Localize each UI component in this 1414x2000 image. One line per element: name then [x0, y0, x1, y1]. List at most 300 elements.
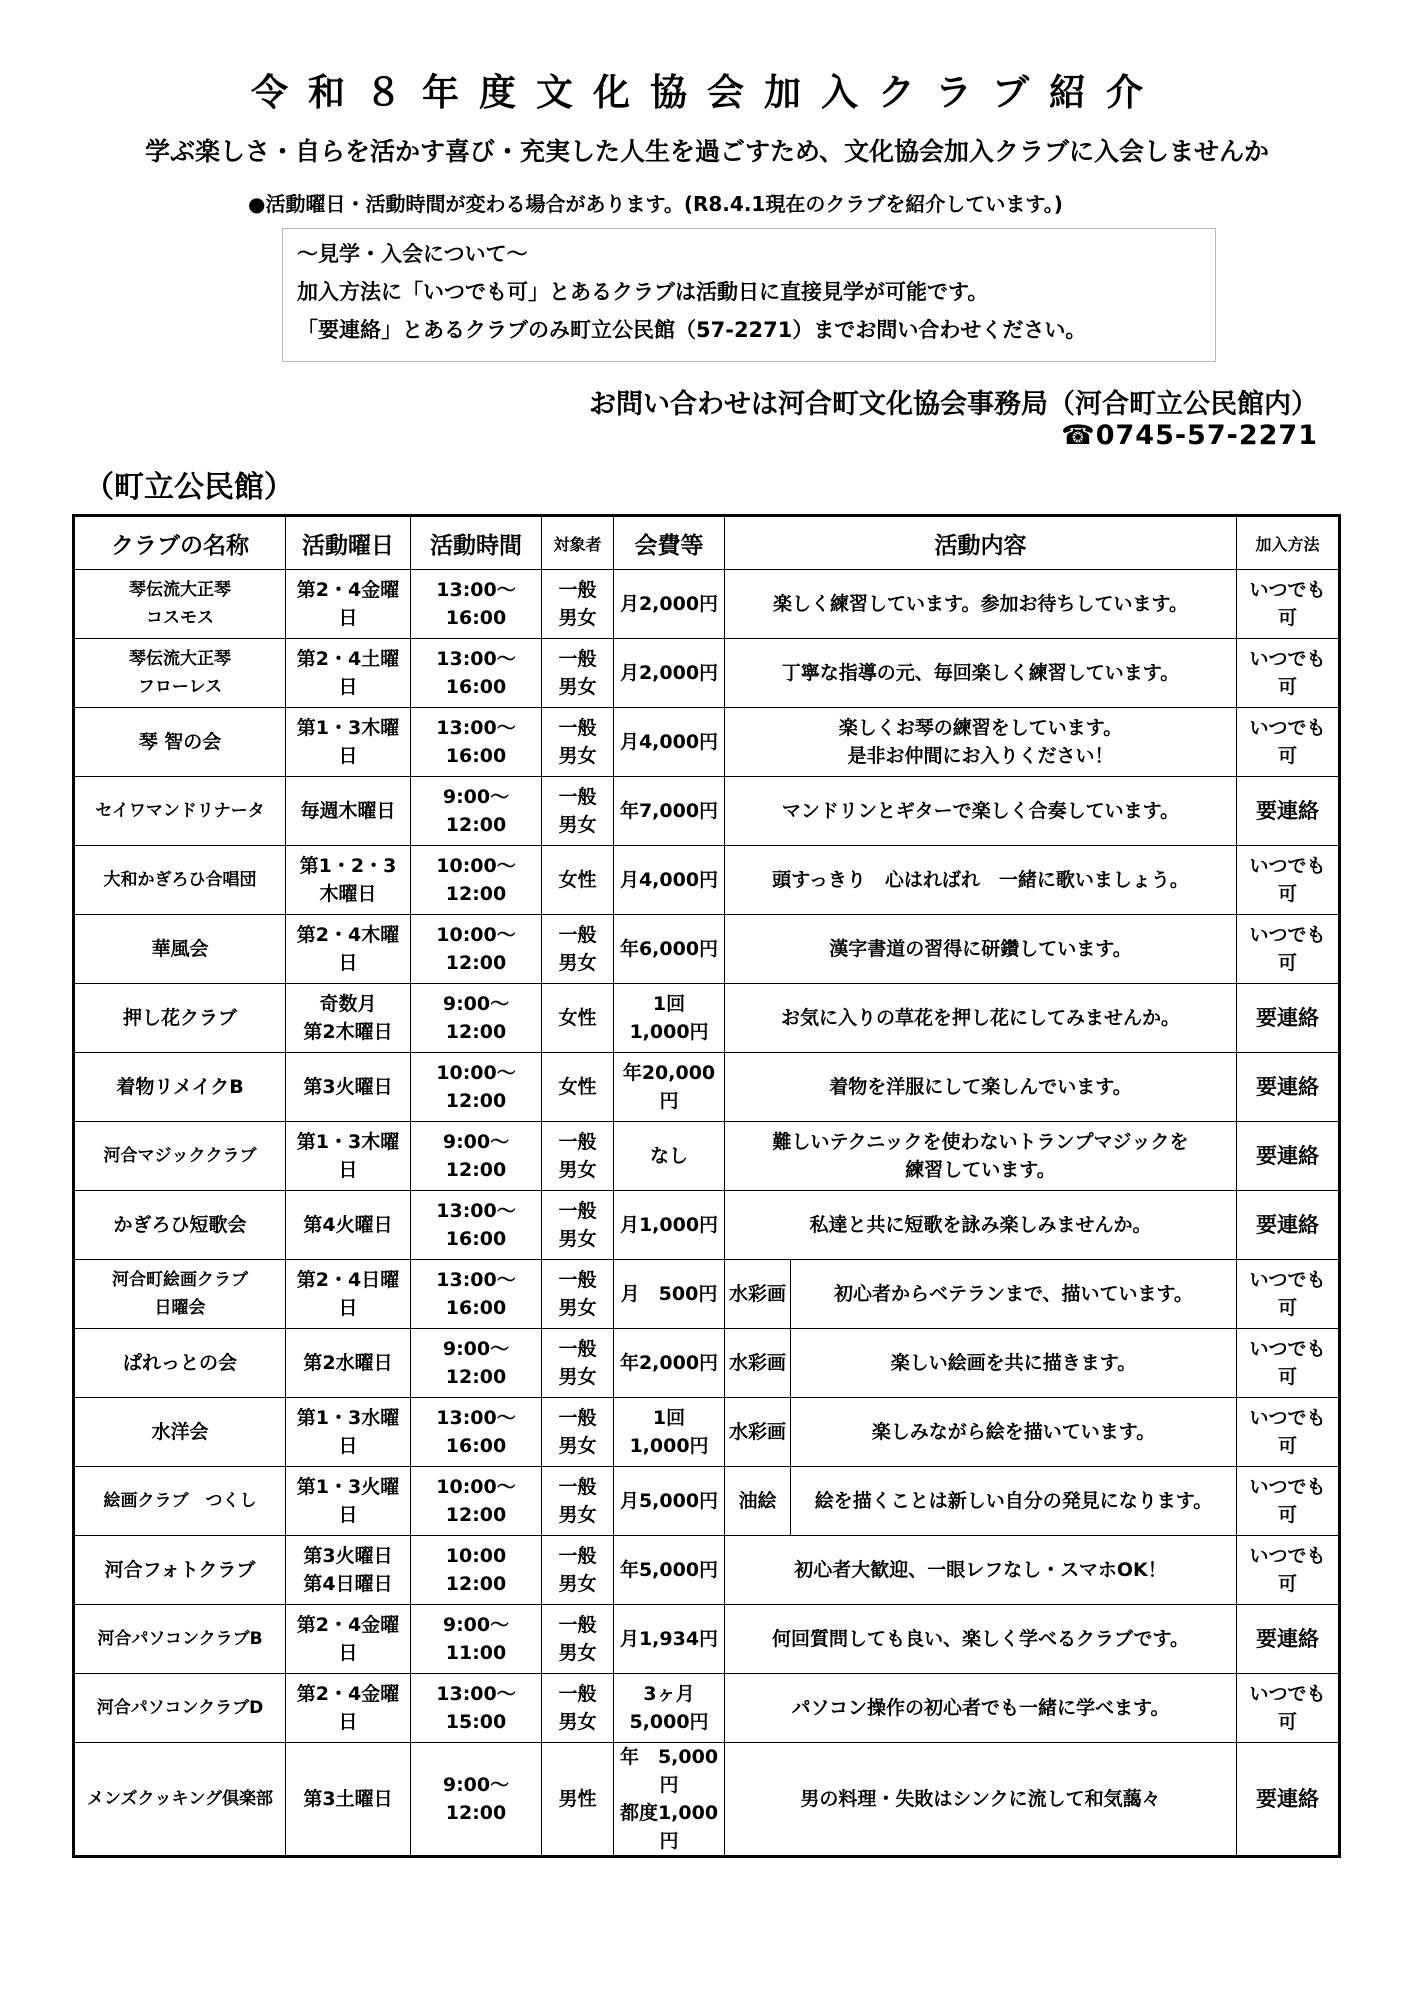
visit-info-line: 加入方法に「いつでも可」とあるクラブは活動日に直接見学が可能です。 [297, 280, 989, 304]
club-join-method [1237, 1674, 1340, 1743]
club-target [542, 1053, 614, 1122]
club-target-text: 男女 [558, 1711, 597, 1733]
club-time-text: 9:00～ [442, 1774, 510, 1796]
club-join-method-text: 要連絡 [1256, 1006, 1319, 1030]
club-time-text: 9:00～ [442, 993, 510, 1015]
club-fee [614, 1398, 725, 1467]
club-row [74, 1467, 1340, 1536]
club-content [725, 1053, 1237, 1122]
club-name [74, 984, 286, 1053]
club-fee-text: なし [649, 1145, 688, 1167]
club-target [542, 1260, 614, 1329]
club-day-text: 第1・3水曜日 [296, 1407, 400, 1457]
club-fee-text: 月2,000円 [619, 662, 719, 684]
club-fee-text: 1回 1,000円 [629, 1407, 709, 1457]
club-time-text: 13:00～ [436, 1200, 516, 1222]
club-target-text: 一般 [558, 648, 597, 670]
club-target-text: 一般 [558, 1338, 597, 1360]
club-join-method [1237, 984, 1340, 1053]
club-day-text: 第2・4土曜日 [296, 648, 400, 698]
club-name [74, 1467, 286, 1536]
club-name [74, 1329, 286, 1398]
club-name [74, 1053, 286, 1122]
club-day-text: 第2・4金曜日 [296, 579, 400, 629]
club-name [74, 1536, 286, 1605]
club-name-text: 河合パソコンクラブD [96, 1698, 264, 1718]
club-fee-text: 年6,000円 [619, 938, 719, 960]
club-target-text: 一般 [558, 924, 597, 946]
club-join-method-text: いつでも可 [1249, 717, 1326, 767]
club-time-text: 10:00 [445, 1545, 507, 1567]
club-time [411, 1398, 542, 1467]
club-join-method [1237, 1536, 1340, 1605]
club-time-text: 10:00～ [436, 1062, 516, 1084]
club-fee-text: 年 5,000円 [619, 1746, 719, 1796]
club-join-method-text: いつでも可 [1249, 1683, 1326, 1733]
contact-info: お問い合わせは河合町文化協会事務局（河合町立公民館内） [589, 389, 1318, 420]
club-join-method [1237, 1053, 1340, 1122]
club-content-text: 頭すっきり 心はればれ 一緒に歌いましょう。 [772, 869, 1189, 891]
club-time [411, 846, 542, 915]
club-fee-text: 月4,000円 [619, 731, 719, 753]
club-target-text: 一般 [558, 1614, 597, 1636]
club-target-text: 男女 [558, 607, 597, 629]
club-row [74, 1122, 1340, 1191]
club-time [411, 984, 542, 1053]
club-time-text: 10:00～ [436, 924, 516, 946]
club-time-text: 12:00 [445, 1504, 507, 1526]
club-target [542, 1605, 614, 1674]
club-time-text: 12:00 [445, 1159, 507, 1181]
club-day [286, 846, 411, 915]
club-name-text: 河合フォトクラブ [104, 1559, 256, 1581]
club-day [286, 708, 411, 777]
club-name [74, 1122, 286, 1191]
club-target-text: 男女 [558, 1573, 597, 1595]
club-time-text: 16:00 [445, 676, 507, 698]
club-content-text: 楽しくお琴の練習をしています。 [838, 717, 1123, 739]
club-name [74, 570, 286, 639]
club-content [725, 846, 1237, 915]
club-time [411, 915, 542, 984]
club-time-text: 16:00 [445, 1228, 507, 1250]
club-name [74, 777, 286, 846]
club-target-text: 女性 [558, 1007, 597, 1029]
club-target-text: 一般 [558, 579, 597, 601]
club-name-text: 水洋会 [151, 1421, 209, 1443]
club-target-text: 一般 [558, 717, 597, 739]
club-day-text: 木曜日 [319, 883, 377, 905]
club-fee-text: 年7,000円 [619, 800, 719, 822]
club-time-text: 9:00～ [442, 786, 510, 808]
club-fee [614, 846, 725, 915]
club-target-text: 男女 [558, 745, 597, 767]
club-target [542, 777, 614, 846]
club-day [286, 570, 411, 639]
club-target [542, 1191, 614, 1260]
club-join-method-text: いつでも可 [1249, 1269, 1326, 1319]
club-fee-text: 月 500円 [620, 1283, 718, 1305]
club-join-method-text: いつでも可 [1249, 1545, 1326, 1595]
club-target-text: 一般 [558, 786, 597, 808]
club-join-method-text: いつでも可 [1249, 1476, 1326, 1526]
club-day [286, 1191, 411, 1260]
club-day-text: 第4火曜日 [303, 1214, 393, 1236]
club-target-text: 男女 [558, 676, 597, 698]
club-fee [614, 1191, 725, 1260]
club-target-text: 一般 [558, 1476, 597, 1498]
club-day-text: 毎週木曜日 [300, 800, 396, 822]
club-time-text: 9:00～ [442, 1131, 510, 1153]
club-time [411, 1191, 542, 1260]
club-join-method [1237, 846, 1340, 915]
club-name-text: かぎろひ短歌会 [113, 1214, 247, 1236]
club-name-text: コスモス [146, 608, 214, 628]
club-name [74, 1674, 286, 1743]
club-row [74, 1260, 1340, 1329]
club-name-text: フローレス [137, 677, 223, 697]
club-content [725, 1605, 1237, 1674]
club-day-text: 第2木曜日 [303, 1021, 393, 1043]
club-join-method [1237, 1260, 1340, 1329]
club-content-text: マンドリンとギターで楽しく合奏しています。 [781, 800, 1180, 822]
club-content [725, 1191, 1237, 1260]
club-content [791, 1329, 1237, 1398]
club-join-method-text: 要連絡 [1256, 1144, 1319, 1168]
club-target [542, 708, 614, 777]
club-target-text: 男女 [558, 814, 597, 836]
club-time-text: 15:00 [445, 1711, 507, 1733]
club-target-text: 一般 [558, 1131, 597, 1153]
club-content-text: 私達と共に短歌を詠み楽しみませんか。 [809, 1214, 1152, 1236]
club-medium-text: 水彩画 [729, 1352, 787, 1374]
club-target [542, 639, 614, 708]
club-name-text: 琴伝流大正琴 [129, 649, 231, 669]
club-row [74, 915, 1340, 984]
club-content-text: 練習しています。 [905, 1159, 1056, 1181]
club-table-body [74, 570, 1340, 1857]
club-day-text: 第2・4日曜日 [296, 1269, 400, 1319]
contact-phone: ☎0745-57-2271 [1061, 420, 1318, 451]
club-time [411, 1053, 542, 1122]
club-time [411, 1674, 542, 1743]
club-row [74, 1053, 1340, 1122]
club-table [72, 514, 1341, 1858]
club-row [74, 1674, 1340, 1743]
table-header-row [74, 516, 1340, 570]
club-name-text: 絵画クラブ つくし [103, 1491, 257, 1511]
club-target [542, 1398, 614, 1467]
club-target-text: 男女 [558, 1159, 597, 1181]
club-day-text: 第1・2・3 [299, 855, 397, 877]
club-fee-text: 3ヶ月 [643, 1683, 695, 1705]
club-fee-text: 年5,000円 [619, 1559, 719, 1581]
club-name-text: 河合町絵画クラブ [112, 1270, 248, 1290]
club-time-text: 10:00～ [436, 855, 516, 877]
club-day [286, 1329, 411, 1398]
club-day-text: 第3火曜日 [303, 1545, 393, 1567]
club-join-method-text: いつでも可 [1249, 648, 1326, 698]
club-time-text: 10:00～ [436, 1476, 516, 1498]
club-day [286, 639, 411, 708]
club-time-text: 12:00 [445, 1090, 507, 1112]
club-time-text: 9:00～ [442, 1338, 510, 1360]
club-day [286, 1053, 411, 1122]
club-fee [614, 777, 725, 846]
club-row [74, 846, 1340, 915]
club-target-text: 男女 [558, 1366, 597, 1388]
club-day-text: 第3土曜日 [303, 1788, 393, 1810]
club-time-text: 16:00 [445, 1297, 507, 1319]
club-row [74, 639, 1340, 708]
club-content [725, 708, 1237, 777]
club-join-method [1237, 708, 1340, 777]
club-join-method [1237, 915, 1340, 984]
club-target [542, 1122, 614, 1191]
club-content-text: 着物を洋服にして楽しんでいます。 [829, 1076, 1132, 1098]
club-time [411, 1122, 542, 1191]
club-join-method [1237, 570, 1340, 639]
club-content [725, 777, 1237, 846]
club-join-method [1237, 1191, 1340, 1260]
club-time [411, 1536, 542, 1605]
club-time [411, 639, 542, 708]
club-target-text: 一般 [558, 1200, 597, 1222]
club-join-method-text: いつでも可 [1249, 1338, 1326, 1388]
club-target [542, 1467, 614, 1536]
club-target-text: 一般 [558, 1545, 597, 1567]
club-time [411, 1467, 542, 1536]
club-time [411, 1743, 542, 1857]
club-fee [614, 570, 725, 639]
club-time [411, 1260, 542, 1329]
club-target [542, 1329, 614, 1398]
header-time: 活動時間 [411, 516, 542, 570]
club-fee [614, 984, 725, 1053]
club-name [74, 915, 286, 984]
club-name-text: 大和かぎろひ合唱団 [103, 870, 257, 890]
notice-text: ●活動曜日・活動時間が変わる場合があります。(R8.4.1現在のクラブを紹介しています。) [248, 192, 1063, 216]
club-name [74, 639, 286, 708]
club-name [74, 1260, 286, 1329]
club-day [286, 1398, 411, 1467]
section-title: （町立公民館） [84, 470, 294, 505]
club-content-text: 楽しく練習しています。参加お待ちしています。 [773, 593, 1188, 615]
club-name-text: 琴 智の会 [138, 731, 222, 753]
club-time [411, 1329, 542, 1398]
club-content-text: お気に入りの草花を押し花にしてみませんか。 [780, 1007, 1180, 1029]
club-fee [614, 1053, 725, 1122]
header-content: 活動内容 [725, 516, 1237, 570]
page-title: 令和８年度文化協会加入クラブ紹介 [251, 71, 1163, 114]
club-name [74, 846, 286, 915]
visit-info-box [282, 228, 1216, 362]
club-time-text: 16:00 [445, 745, 507, 767]
club-name-text: 河合マジッククラブ [103, 1146, 257, 1166]
club-join-method-text: 要連絡 [1256, 1213, 1319, 1237]
club-target-text: 一般 [558, 1683, 597, 1705]
club-content-text: 男の料理・失敗はシンクに流して和気藹々 [800, 1788, 1161, 1810]
club-time-text: 13:00～ [436, 717, 516, 739]
club-medium [725, 1398, 791, 1467]
club-time-text: 13:00～ [436, 648, 516, 670]
club-content-text: パソコン操作の初心者でも一緒に学べます。 [791, 1697, 1170, 1719]
club-day-text: 第1・3木曜日 [296, 717, 400, 767]
club-time-text: 12:00 [445, 883, 507, 905]
club-name-text: ぱれっとの会 [122, 1352, 237, 1374]
club-medium [725, 1329, 791, 1398]
club-content [725, 570, 1237, 639]
club-content [725, 1674, 1237, 1743]
club-day [286, 1605, 411, 1674]
club-medium [725, 1467, 791, 1536]
club-name-text: 日曜会 [154, 1298, 206, 1318]
club-name-text: 押し花クラブ [122, 1007, 237, 1029]
club-fee [614, 1467, 725, 1536]
club-join-method [1237, 1743, 1340, 1857]
club-day [286, 1467, 411, 1536]
club-fee [614, 1743, 725, 1857]
club-name [74, 1605, 286, 1674]
club-join-method [1237, 1398, 1340, 1467]
club-target-text: 男女 [558, 952, 597, 974]
club-day-text: 第4日曜日 [303, 1573, 393, 1595]
club-target-text: 男女 [558, 1642, 597, 1664]
club-name-text: 河合パソコンクラブB [97, 1629, 263, 1649]
club-medium [725, 1260, 791, 1329]
club-name-text: 華風会 [151, 938, 209, 960]
club-target-text: 男女 [558, 1435, 597, 1457]
club-join-method-text: いつでも可 [1249, 579, 1326, 629]
club-fee-text: 月4,000円 [619, 869, 719, 891]
club-fee-text: 月5,000円 [619, 1490, 719, 1512]
club-content [725, 915, 1237, 984]
club-name-text: 琴伝流大正琴 [129, 580, 231, 600]
club-name [74, 1191, 286, 1260]
club-target-text: 男性 [558, 1788, 597, 1810]
header-join: 加入方法 [1237, 516, 1340, 570]
club-content [725, 1122, 1237, 1191]
club-target [542, 1743, 614, 1857]
club-target-text: 女性 [558, 869, 597, 891]
club-target [542, 1674, 614, 1743]
club-day [286, 1122, 411, 1191]
club-content-text: 初心者大歓迎、一眼レフなし・スマホOK！ [794, 1559, 1167, 1581]
club-day-text: 第1・3木曜日 [296, 1131, 400, 1181]
visit-info-line: 「要連絡」とあるクラブのみ町立公民館（57-2271）までお問い合わせください。 [297, 318, 1087, 342]
club-target-text: 男女 [558, 1228, 597, 1250]
club-row [74, 1329, 1340, 1398]
header-day: 活動曜日 [286, 516, 411, 570]
club-target-text: 男女 [558, 1504, 597, 1526]
club-target-text: 一般 [558, 1269, 597, 1291]
club-fee [614, 1260, 725, 1329]
header-fee: 会費等 [614, 516, 725, 570]
club-fee-text: 月1,934円 [619, 1628, 719, 1650]
club-day [286, 915, 411, 984]
club-row [74, 1743, 1340, 1857]
club-medium-text: 油絵 [738, 1490, 777, 1512]
club-row [74, 1191, 1340, 1260]
club-medium-text: 水彩画 [729, 1421, 787, 1443]
club-time [411, 570, 542, 639]
club-time-text: 16:00 [445, 1435, 507, 1457]
club-time-text: 9:00～ [442, 1614, 510, 1636]
club-content-text: 楽しみながら絵を描いています。 [871, 1421, 1156, 1443]
club-target-text: 女性 [558, 1076, 597, 1098]
club-join-method [1237, 1467, 1340, 1536]
club-day [286, 1743, 411, 1857]
club-join-method-text: 要連絡 [1256, 1075, 1319, 1099]
club-time [411, 708, 542, 777]
club-day-text: 第2水曜日 [303, 1352, 393, 1374]
club-content-text: 何回質問しても良い、楽しく学べるクラブです。 [771, 1628, 1190, 1650]
club-fee-text: 月2,000円 [619, 593, 719, 615]
club-content-text: 絵を描くことは新しい自分の発見になります。 [814, 1490, 1213, 1512]
club-fee-text: 年2,000円 [619, 1352, 719, 1374]
club-row [74, 984, 1340, 1053]
club-content-text: 漢字書道の習得に研鑽しています。 [829, 938, 1132, 960]
club-day [286, 1674, 411, 1743]
club-time [411, 1605, 542, 1674]
club-fee-text: 都度1,000円 [619, 1802, 719, 1852]
club-join-method [1237, 1329, 1340, 1398]
club-time-text: 16:00 [445, 607, 507, 629]
club-fee-text: 5,000円 [629, 1711, 709, 1733]
club-time-text: 12:00 [445, 952, 507, 974]
club-name-text: メンズクッキング倶楽部 [87, 1789, 273, 1809]
club-day-text: 奇数月 [319, 993, 377, 1015]
club-medium-text: 水彩画 [729, 1283, 787, 1305]
header-target: 対象者 [542, 516, 614, 570]
header-club-name: クラブの名称 [74, 516, 286, 570]
club-day-text: 第3火曜日 [303, 1076, 393, 1098]
club-time-text: 12:00 [445, 1366, 507, 1388]
club-fee-text: 月1,000円 [619, 1214, 719, 1236]
club-day-text: 第2・4金曜日 [296, 1614, 400, 1664]
club-target-text: 一般 [558, 1407, 597, 1429]
club-join-method [1237, 1605, 1340, 1674]
club-fee [614, 1536, 725, 1605]
page-subtitle: 学ぶ楽しさ・自らを活かす喜び・充実した人生を過ごすため、文化協会加入クラブに入会しませんか [144, 137, 1269, 166]
club-join-method-text: いつでも可 [1249, 924, 1326, 974]
club-content [725, 1536, 1237, 1605]
club-name [74, 1398, 286, 1467]
club-day-text: 第2・4金曜日 [296, 1683, 400, 1733]
club-fee-text: 年20,000円 [622, 1062, 716, 1112]
club-content-text: 初心者からベテランまで、描いています。 [833, 1283, 1194, 1305]
club-row [74, 1536, 1340, 1605]
club-fee [614, 1674, 725, 1743]
club-content [791, 1398, 1237, 1467]
club-row [74, 570, 1340, 639]
club-content-text: 是非お仲間にお入りください！ [847, 745, 1114, 767]
club-fee-text: 1回 1,000円 [629, 993, 709, 1043]
club-target [542, 570, 614, 639]
club-fee [614, 915, 725, 984]
club-time-text: 13:00～ [436, 1269, 516, 1291]
club-fee [614, 1605, 725, 1674]
club-time-text: 13:00～ [436, 1683, 516, 1705]
club-content-text: 難しいテクニックを使わないトランプマジックを [772, 1131, 1189, 1153]
club-day [286, 984, 411, 1053]
club-day-text: 第2・4木曜日 [296, 924, 400, 974]
club-content [791, 1467, 1237, 1536]
club-time-text: 11:00 [445, 1642, 507, 1664]
club-join-method [1237, 1122, 1340, 1191]
club-fee [614, 639, 725, 708]
club-fee [614, 708, 725, 777]
